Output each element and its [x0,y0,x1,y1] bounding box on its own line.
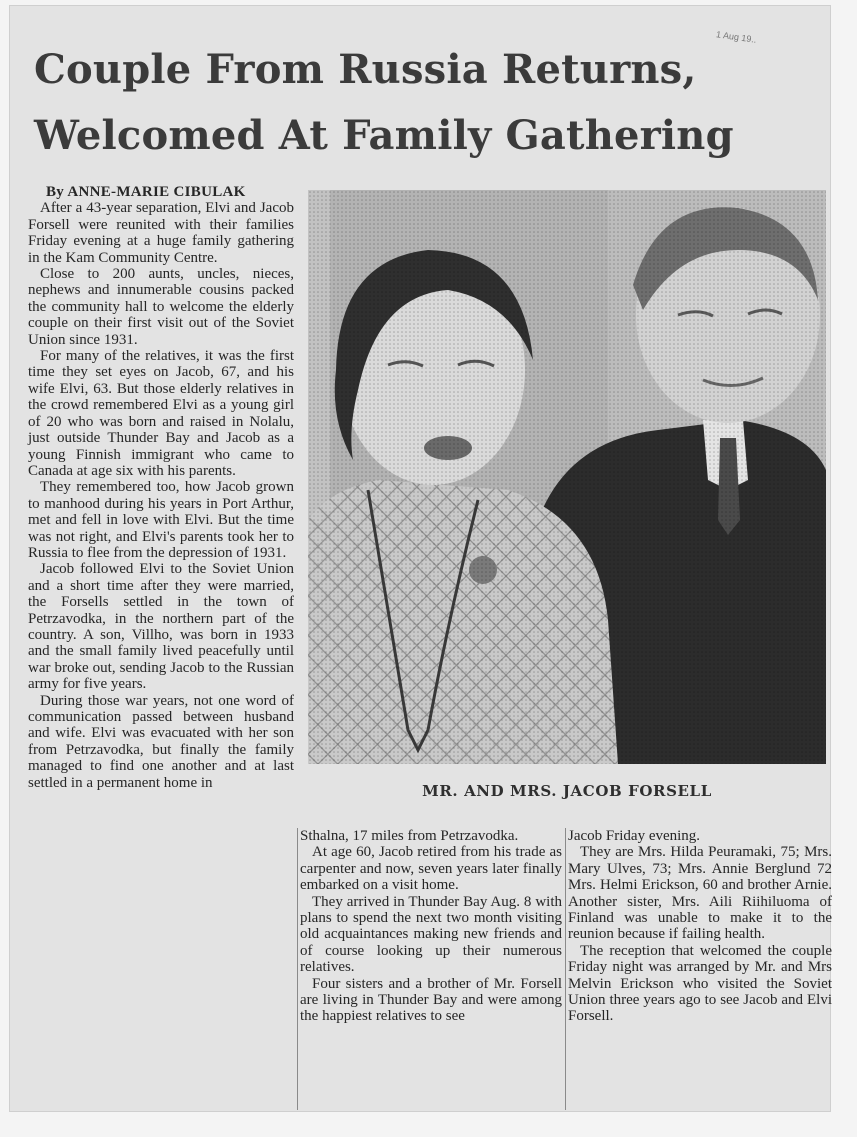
article-paragraph: They arrived in Thunder Bay Aug. 8 with plans to spend the next two month visiting old acquaintances making new friends and of course looking up their numerous relatives. [300,893,562,976]
article-paragraph: After a 43-year separation, Elvi and Jacob Forsell were reunited with their families Friday evening at a huge family gathering in the Kam Community Centre. [28,200,294,266]
article-paragraph: At age 60, Jacob retired from his trade as carpenter and now, seven years later finally embarked on a visit home. [300,844,562,894]
article-paragraph: Jacob Friday evening. [568,828,701,844]
article-paragraph: Four sisters and a brother of Mr. Forsell are living in Thunder Bay and were among the happiest relatives to see [300,975,562,1025]
column-divider [565,828,566,1110]
article-paragraph: They are Mrs. Hilda Peuramaki, 75; Mrs. Mary Ulves, 73; Mrs. Annie Berglund 72 Mrs. Helmi Erickson, 60 and brother Arnie. Another sister, Mrs. Aili Riihiluoma of Finland was unable to make it to the reunion because if failing health. [568,844,832,943]
photo-caption: MR. AND MRS. JACOB FORSELL [422,782,712,800]
handwritten-date-note: 1 Aug 19.. [715,29,758,45]
couple-photograph [308,190,826,764]
column-divider [297,828,298,1110]
newspaper-clipping [10,6,830,1111]
article-paragraph: Sthalna, 17 miles from Petrzavodka. [300,828,519,844]
headline-line-1: Couple From Russia Returns, [34,46,697,93]
article-paragraph: They remembered too, how Jacob grown to manhood during his years in Port Arthur, met and fell in love with Elvi. But the time was not right, and Elvi's parents took her to Russia to flee from the depression of 1931. [28,479,294,561]
photo-illustration [308,190,826,764]
article-paragraph: The reception that welcomed the couple Friday night was arranged by Mr. and Mrs Melvin Erickson who visited the Soviet Union three years ago to see Jacob and Elvi Forsell. [568,942,832,1025]
headline-line-2: Welcomed At Family Gathering [34,112,734,159]
article-paragraph: Jacob followed Elvi to the Soviet Union and a short time after they were married, the Forsells settled in the town of Petrzavodka, in the northern part of the country. A son, Villho, was born in 1933 and the small family lived peacefully until war broke out, sending Jacob to the Russian army for five years. [28,561,294,693]
article-paragraph: During those war years, not one word of communication passed between husband and wife. Elvi was evacuated with her son from Petrzavodka, but finally the family managed to find one another and at last settled in a permanent home in [28,692,294,791]
article-column-2 [300,828,562,1025]
article-column-1 [28,184,294,791]
article-paragraph: For many of the relatives, it was the first time they set eyes on Jacob, 67, and his wife Elvi, 63. But those elderly relatives in the crowd remembered Elvi as a young girl of 20 who was born and raised in Nolalu, just outside Thunder Bay and Jacob as a young Finnish immigrant who came to Canada at age six with his parents. [28,348,294,479]
article-column-3 [568,828,832,1025]
byline: By ANNE-MARIE CIBULAK [46,184,246,200]
article-paragraph: Close to 200 aunts, uncles, nieces, nephews and innumerable cousins packed the community hall to welcome the elderly couple on their first visit out of the Soviet Union since 1931. [28,266,294,348]
